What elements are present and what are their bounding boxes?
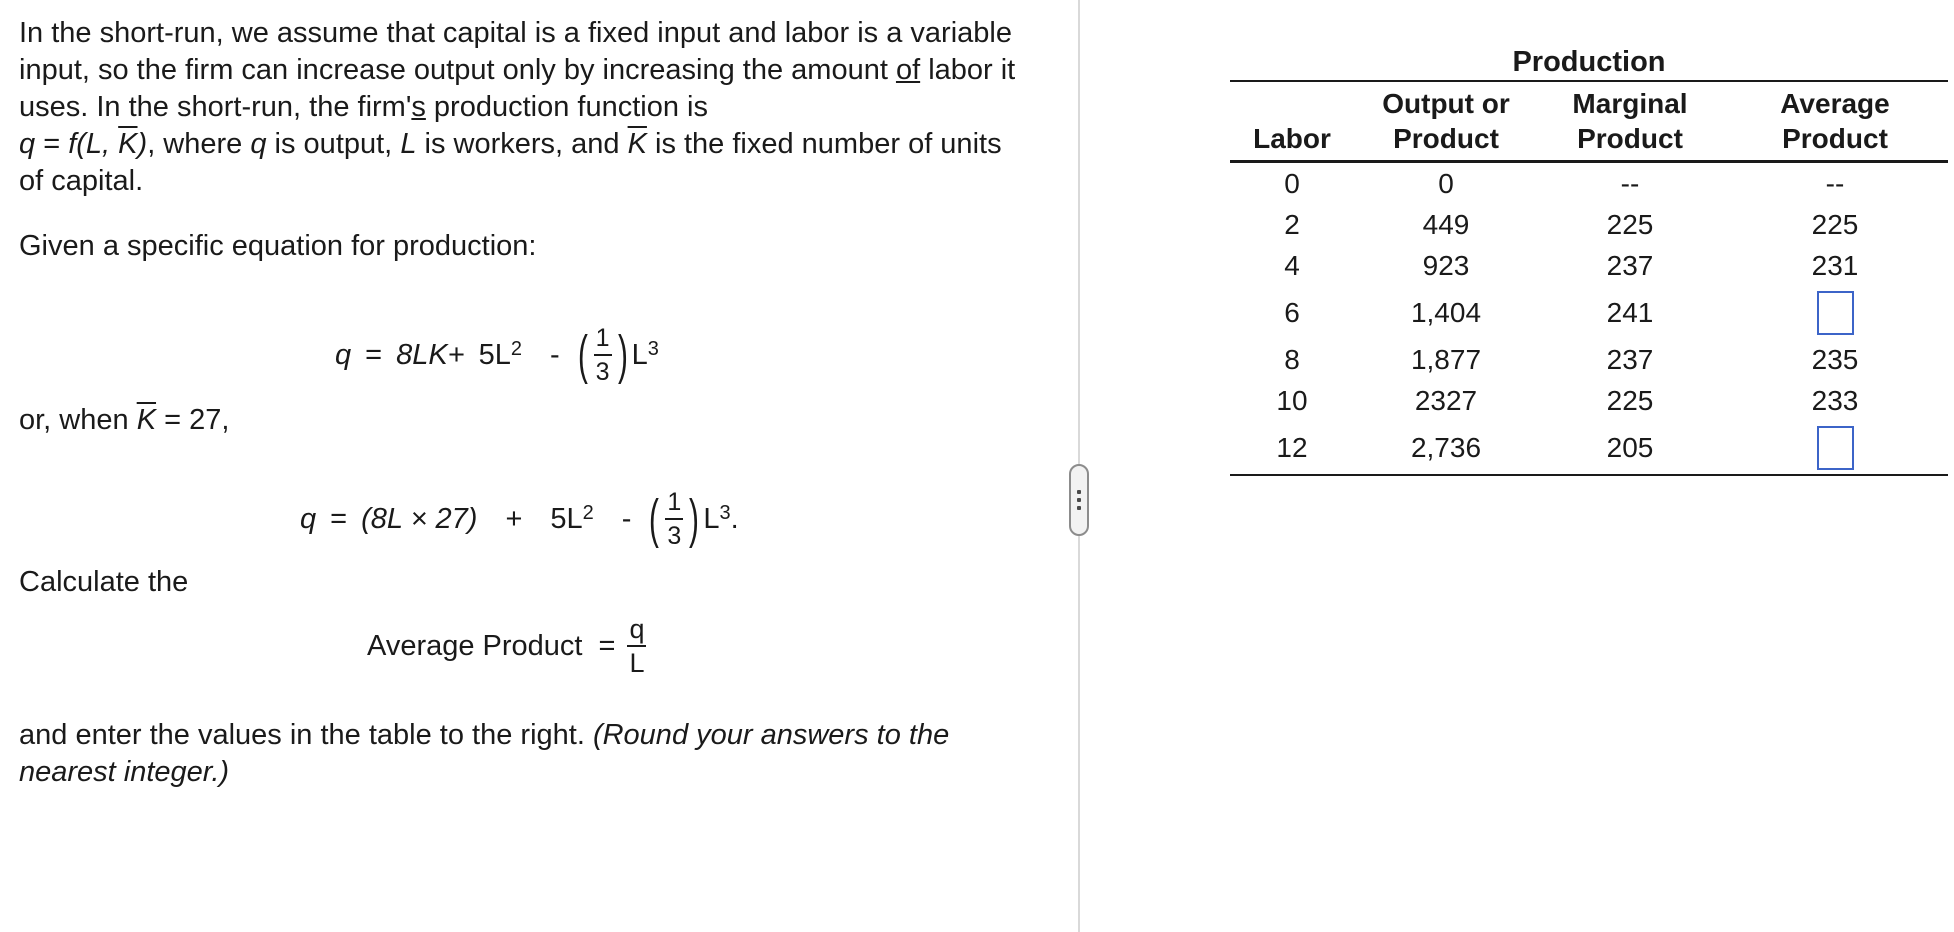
- table-caption: Production: [1512, 46, 1666, 78]
- table-row: [1230, 380, 1948, 421]
- instruction-text: [19, 717, 1019, 791]
- cell-labor: 10: [1276, 384, 1308, 416]
- cell-output: 0: [1438, 167, 1454, 199]
- average-product-formula: [367, 606, 648, 686]
- cell-average-input: [1722, 286, 1948, 339]
- average-product-label: Average Product: [367, 629, 583, 662]
- production-table-container: [1230, 44, 1948, 476]
- table-row: [1230, 245, 1948, 286]
- cell-output: 449: [1422, 208, 1470, 240]
- fraction-denominator: 3: [665, 518, 683, 550]
- intro-text: is workers, and: [416, 128, 628, 160]
- fraction-denominator: 3: [594, 354, 612, 386]
- fraction-numerator: q: [629, 614, 645, 644]
- grip-dot-icon: [1077, 498, 1081, 502]
- term-8l-times-27: (8L × 27): [361, 502, 478, 535]
- table-row: [1230, 162, 1948, 205]
- equals-sign: =: [330, 502, 348, 535]
- cell-labor: 8: [1284, 343, 1300, 375]
- production-table: [1230, 82, 1948, 476]
- term-5l: 5L: [478, 338, 511, 371]
- intro-paragraph: [19, 15, 1019, 200]
- cell-marginal: --: [1620, 167, 1640, 199]
- header-marginal-line2: Product: [1577, 123, 1683, 154]
- function-f: f(L,: [68, 128, 119, 160]
- header-output: [1354, 82, 1538, 162]
- table-header: [1230, 82, 1948, 162]
- production-equation: q = 8LK+ 5L $^2$ - ( $\frac{1}{3}$ ) L $^3$: [335, 310, 659, 400]
- equals-sign: =: [365, 338, 383, 371]
- intro-text-s: s: [411, 91, 426, 123]
- table-row: [1230, 286, 1948, 339]
- fraction-numerator: 1: [595, 324, 610, 352]
- cell-average: 235: [1811, 343, 1859, 375]
- intro-text: In the short-run, we assume that capital is a fixed input and labor is a variable input, so the firm can increase output only by increasing the amount: [19, 17, 1012, 86]
- kbar-condition: [19, 402, 229, 439]
- intro-text: , where: [147, 128, 251, 160]
- fraction-denominator: L: [627, 645, 646, 677]
- cell-average: 233: [1811, 384, 1859, 416]
- cell-marginal: 237: [1606, 249, 1654, 281]
- average-product-input-labor-6[interactable]: [1817, 291, 1854, 335]
- function-close: ): [137, 128, 148, 160]
- equals-sign: =: [598, 629, 616, 662]
- cell-average: --: [1825, 167, 1845, 199]
- right-paren-icon: ): [689, 489, 700, 549]
- intro-text: is output,: [266, 128, 401, 160]
- table-row: [1230, 339, 1948, 380]
- var-l: L: [400, 128, 417, 160]
- kbar-prefix: or, when: [19, 404, 137, 436]
- instruction-main: and enter the values in the table to the right.: [19, 719, 593, 751]
- given-text: Given a specific equation for production:: [19, 230, 537, 262]
- cell-output: 923: [1422, 249, 1470, 281]
- cell-output: 1,877: [1410, 343, 1482, 375]
- minus-sign: -: [550, 338, 560, 371]
- var-q: q: [19, 128, 36, 160]
- rounding-note: (Round your answers to the nearest integer.): [19, 719, 950, 788]
- header-average: [1722, 82, 1948, 162]
- table-row: [1230, 204, 1948, 245]
- cell-marginal: 225: [1606, 208, 1654, 240]
- var-kbar: $\overline{K}$: [118, 128, 138, 160]
- term-8lk: 8LK+: [396, 338, 465, 371]
- grip-dot-icon: [1077, 490, 1081, 494]
- intro-text: is the fixed number of units of capital.: [19, 128, 1002, 197]
- cell-labor: 12: [1276, 431, 1308, 463]
- cell-labor: 2: [1284, 208, 1300, 240]
- fraction-one-third: [594, 324, 612, 386]
- header-labor-text: Labor: [1253, 123, 1331, 154]
- pane-resize-handle[interactable]: [1069, 464, 1089, 536]
- cell-labor: 0: [1284, 167, 1300, 199]
- cell-output: 2327: [1414, 384, 1478, 416]
- cell-marginal: 237: [1606, 343, 1654, 375]
- header-output-line2: Product: [1393, 123, 1499, 154]
- minus-sign: -: [621, 502, 632, 535]
- header-average-line2: Product: [1782, 123, 1888, 154]
- period: .: [730, 502, 739, 535]
- plus-sign: +: [505, 502, 523, 535]
- equals-sign: =: [35, 128, 69, 160]
- cell-labor: 6: [1284, 296, 1300, 328]
- intro-text: labor it uses. In the short-run, the firm': [19, 54, 1016, 123]
- cell-average: 231: [1811, 249, 1859, 281]
- var-q: q: [335, 338, 352, 371]
- header-labor: [1230, 82, 1354, 162]
- fraction-q-over-l: [627, 615, 646, 677]
- cell-average-input: [1722, 421, 1948, 475]
- header-marginal-line1: Marginal: [1572, 88, 1688, 119]
- kbar-suffix: = 27,: [156, 404, 230, 436]
- intro-text: production function is: [425, 91, 708, 123]
- var-q: q: [300, 502, 317, 535]
- cell-labor: 4: [1284, 249, 1300, 281]
- calculate-text: Calculate the: [19, 566, 189, 598]
- left-paren-icon: (: [577, 325, 588, 385]
- var-kbar: $\overline{K}$: [136, 404, 157, 436]
- table-row: [1230, 421, 1948, 475]
- header-marginal: [1538, 82, 1722, 162]
- cell-average: 225: [1811, 208, 1859, 240]
- fraction-numerator: 1: [667, 488, 682, 516]
- cell-output: 2,736: [1410, 431, 1482, 463]
- grip-dot-icon: [1077, 506, 1081, 510]
- header-average-line1: Average: [1780, 88, 1890, 119]
- term-l: L: [703, 502, 720, 535]
- production-equation-k27: q = (8L × 27) + 5L $^2$ - ( $\frac{1}{3}$ ) L $^3$ .: [300, 474, 739, 564]
- cell-output: 1,404: [1410, 296, 1482, 328]
- header-output-line1: Output or: [1382, 88, 1510, 119]
- left-paren-icon: (: [649, 489, 660, 549]
- fraction-one-third: [665, 488, 683, 550]
- cell-marginal: 241: [1606, 296, 1654, 328]
- cell-marginal: 225: [1606, 384, 1654, 416]
- term-l: L: [631, 338, 648, 371]
- table-body: [1230, 162, 1948, 476]
- var-kbar: $\overline{K}$: [627, 128, 647, 160]
- intro-text-of: of: [895, 54, 921, 86]
- term-5l: 5L: [550, 502, 583, 535]
- var-q: q: [250, 128, 267, 160]
- right-paren-icon: ): [617, 325, 628, 385]
- average-product-input-labor-12[interactable]: [1817, 426, 1854, 470]
- cell-marginal: 205: [1606, 431, 1654, 463]
